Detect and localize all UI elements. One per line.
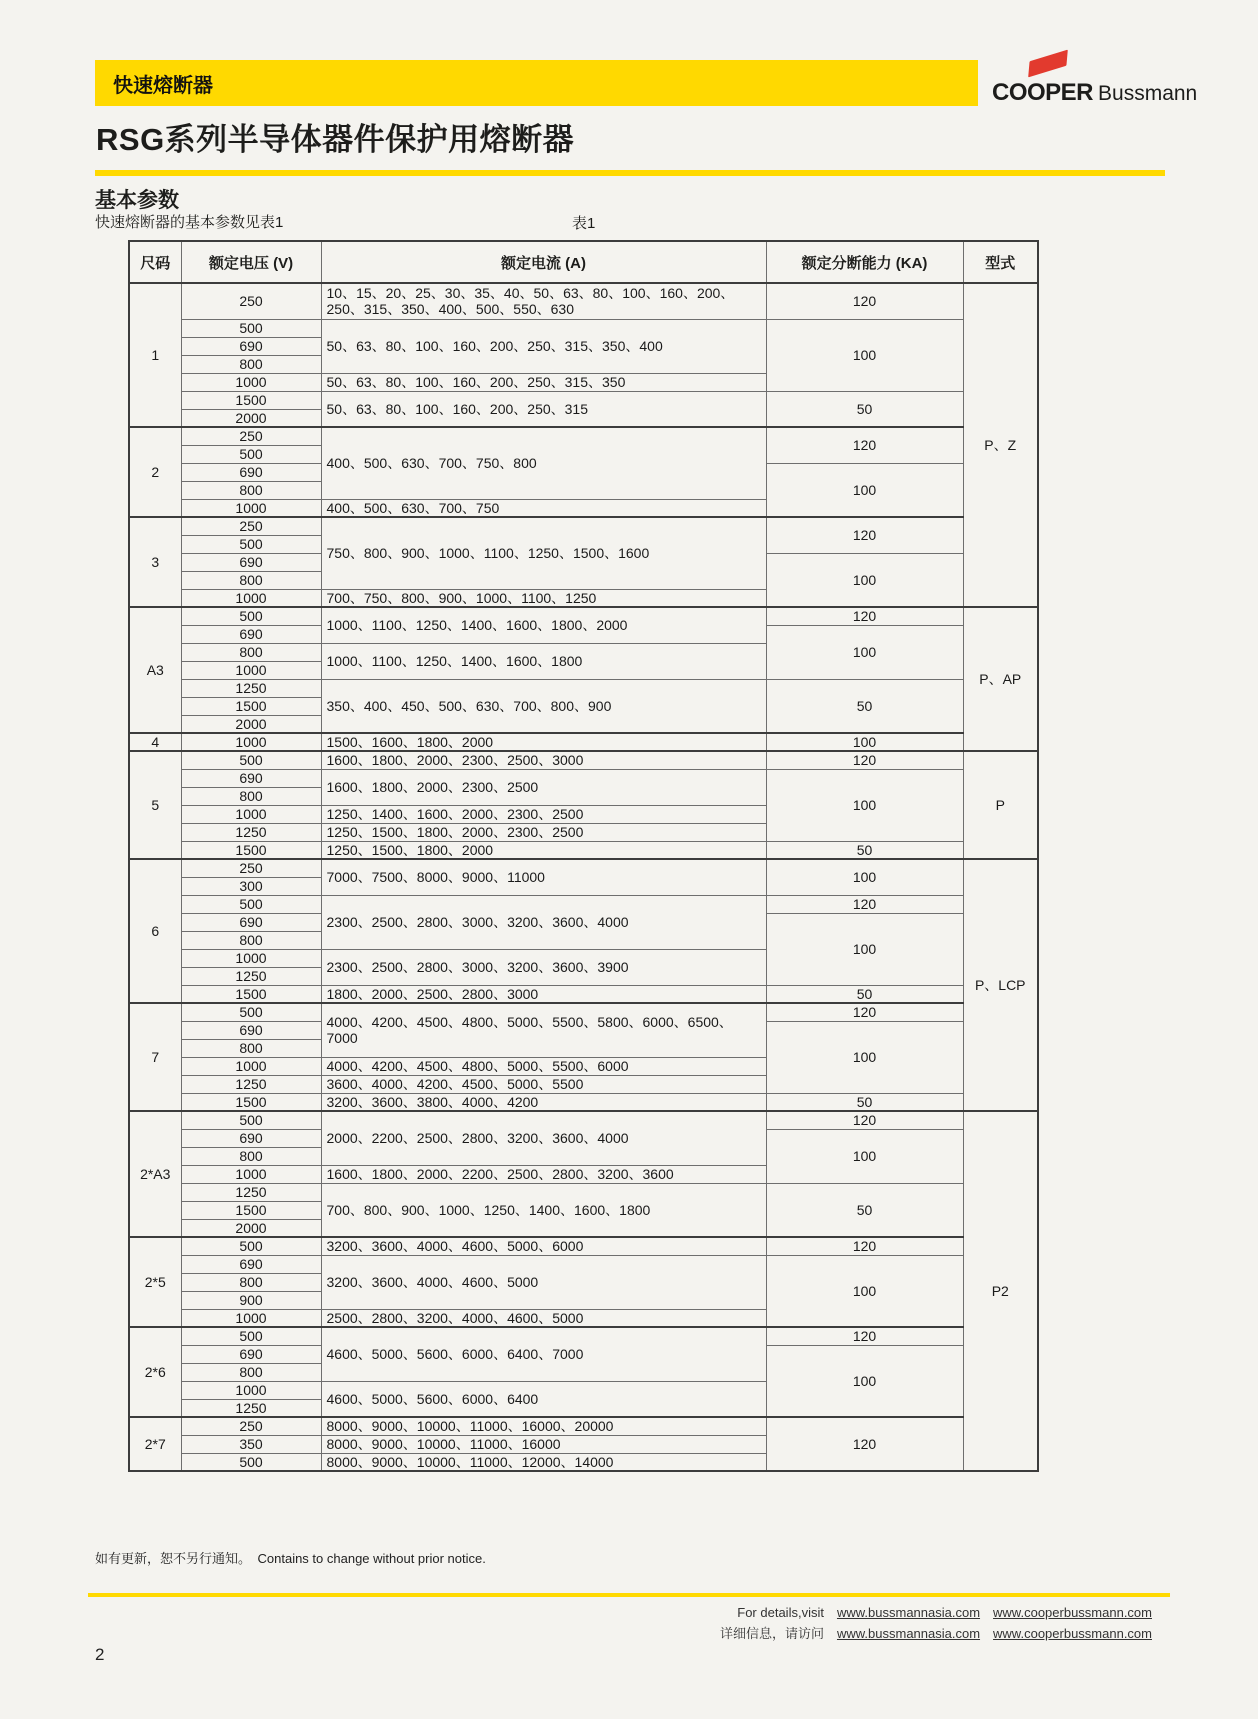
title-rule — [95, 170, 1165, 176]
voltage-cell: 690 — [181, 769, 321, 787]
voltage-cell: 690 — [181, 463, 321, 481]
current-cell: 2500、2800、3200、4000、4600、5000 — [321, 1309, 766, 1327]
voltage-cell: 1000 — [181, 589, 321, 607]
breaking-capacity-cell: 120 — [766, 283, 963, 319]
voltage-cell: 690 — [181, 553, 321, 571]
footer-links-en — [720, 1602, 1152, 1623]
voltage-cell: 500 — [181, 1327, 321, 1345]
breaking-capacity-cell: 50 — [766, 985, 963, 1003]
size-cell: 2*7 — [129, 1417, 181, 1471]
table-row — [129, 1327, 1038, 1345]
table-row — [129, 985, 1038, 1003]
current-cell: 1000、1100、1250、1400、1600、1800、2000 — [321, 607, 766, 643]
voltage-cell: 300 — [181, 877, 321, 895]
breaking-capacity-cell: 120 — [766, 1003, 963, 1021]
current-cell: 50、63、80、100、160、200、250、315、350、400 — [321, 319, 766, 373]
breaking-capacity-cell: 100 — [766, 913, 963, 985]
current-cell: 1250、1500、1800、2000 — [321, 841, 766, 859]
section-heading: 基本参数 — [95, 189, 179, 212]
voltage-cell: 1250 — [181, 967, 321, 985]
table-row — [129, 679, 1038, 697]
voltage-cell: 250 — [181, 283, 321, 319]
size-cell: 2*A3 — [129, 1111, 181, 1237]
table-row — [129, 391, 1038, 409]
voltage-cell: 1500 — [181, 985, 321, 1003]
voltage-cell: 690 — [181, 625, 321, 643]
voltage-cell: 690 — [181, 337, 321, 355]
current-cell: 2000、2200、2500、2800、3200、3600、4000 — [321, 1111, 766, 1165]
table-caption: 表1 — [572, 215, 596, 232]
table-row — [129, 751, 1038, 769]
table-row — [129, 841, 1038, 859]
current-cell: 4000、4200、4500、4800、5000、5500、6000 — [321, 1057, 766, 1075]
voltage-cell: 1250 — [181, 679, 321, 697]
current-cell: 8000、9000、10000、11000、12000、14000 — [321, 1453, 766, 1471]
voltage-cell: 800 — [181, 481, 321, 499]
voltage-cell: 1000 — [181, 1165, 321, 1183]
breaking-capacity-cell: 100 — [766, 1255, 963, 1327]
col-header-rated-current: 额定电流 (A) — [321, 241, 766, 283]
voltage-cell: 800 — [181, 787, 321, 805]
table-row — [129, 319, 1038, 337]
table-row — [129, 607, 1038, 625]
breaking-capacity-cell: 100 — [766, 733, 963, 751]
table-row — [129, 1417, 1038, 1435]
voltage-cell: 800 — [181, 1039, 321, 1057]
voltage-cell: 690 — [181, 913, 321, 931]
col-header-type: 型式 — [963, 241, 1038, 283]
parameters-table-body — [129, 283, 1038, 1471]
table-row — [129, 1093, 1038, 1111]
page-title: RSG系列半导体器件保护用熔断器 — [96, 122, 575, 157]
table-row — [129, 283, 1038, 319]
current-cell: 1250、1400、1600、2000、2300、2500 — [321, 805, 766, 823]
current-cell: 1000、1100、1250、1400、1600、1800 — [321, 643, 766, 679]
breaking-capacity-cell: 120 — [766, 1237, 963, 1255]
voltage-cell: 500 — [181, 1111, 321, 1129]
voltage-cell: 1000 — [181, 1057, 321, 1075]
table-row — [129, 769, 1038, 787]
type-cell: P、AP — [963, 607, 1038, 751]
size-cell: A3 — [129, 607, 181, 733]
voltage-cell: 800 — [181, 355, 321, 373]
breaking-capacity-cell: 100 — [766, 1129, 963, 1183]
current-cell: 700、750、800、900、1000、1100、1250 — [321, 589, 766, 607]
size-cell: 2*5 — [129, 1237, 181, 1327]
type-cell: P2 — [963, 1111, 1038, 1471]
voltage-cell: 690 — [181, 1255, 321, 1273]
voltage-cell: 1250 — [181, 1183, 321, 1201]
breaking-capacity-cell: 50 — [766, 1183, 963, 1237]
voltage-cell: 250 — [181, 427, 321, 445]
footer-en-prefix: For details,visit — [737, 1605, 824, 1620]
voltage-cell: 1250 — [181, 823, 321, 841]
current-cell: 2300、2500、2800、3000、3200、3600、4000 — [321, 895, 766, 949]
voltage-cell: 800 — [181, 931, 321, 949]
voltage-cell: 250 — [181, 859, 321, 877]
voltage-cell: 1000 — [181, 1309, 321, 1327]
breaking-capacity-cell: 100 — [766, 553, 963, 607]
breaking-capacity-cell: 120 — [766, 607, 963, 625]
table-row — [129, 1111, 1038, 1129]
voltage-cell: 900 — [181, 1291, 321, 1309]
size-cell: 6 — [129, 859, 181, 1003]
table-row — [129, 517, 1038, 535]
current-cell: 4000、4200、4500、4800、5000、5500、5800、6000、6500、7000 — [321, 1003, 766, 1057]
current-cell: 4600、5000、5600、6000、6400 — [321, 1381, 766, 1417]
voltage-cell: 2000 — [181, 1219, 321, 1237]
size-cell: 3 — [129, 517, 181, 607]
table-row — [129, 733, 1038, 751]
voltage-cell: 1000 — [181, 1381, 321, 1399]
voltage-cell: 250 — [181, 517, 321, 535]
breaking-capacity-cell: 120 — [766, 427, 963, 463]
size-cell: 4 — [129, 733, 181, 751]
current-cell: 3200、3600、4000、4600、5000 — [321, 1255, 766, 1309]
size-cell: 5 — [129, 751, 181, 859]
current-cell: 3600、4000、4200、4500、5000、5500 — [321, 1075, 766, 1093]
breaking-capacity-cell: 50 — [766, 1093, 963, 1111]
type-cell: P、LCP — [963, 859, 1038, 1111]
voltage-cell: 800 — [181, 571, 321, 589]
voltage-cell: 500 — [181, 1003, 321, 1021]
voltage-cell: 500 — [181, 535, 321, 553]
breaking-capacity-cell: 120 — [766, 1111, 963, 1129]
breaking-capacity-cell: 100 — [766, 769, 963, 841]
table-row — [129, 1237, 1038, 1255]
voltage-cell: 800 — [181, 1363, 321, 1381]
current-cell: 3200、3600、4000、4600、5000、6000 — [321, 1237, 766, 1255]
voltage-cell: 1500 — [181, 841, 321, 859]
parameters-table-container — [128, 240, 1037, 1472]
voltage-cell: 1500 — [181, 697, 321, 715]
footnote: 如有更新，恕不另行通知。 Contains to change without prior notice. — [95, 1551, 486, 1566]
current-cell: 400、500、630、700、750 — [321, 499, 766, 517]
col-header-rated-voltage: 额定电压 (V) — [181, 241, 321, 283]
parameters-table — [128, 240, 1039, 1472]
current-cell: 750、800、900、1000、1100、1250、1500、1600 — [321, 517, 766, 589]
current-cell: 3200、3600、3800、4000、4200 — [321, 1093, 766, 1111]
size-cell: 7 — [129, 1003, 181, 1111]
voltage-cell: 800 — [181, 643, 321, 661]
current-cell: 1600、1800、2000、2200、2500、2800、3200、3600 — [321, 1165, 766, 1183]
col-header-size: 尺码 — [129, 241, 181, 283]
table-row — [129, 1003, 1038, 1021]
breaking-capacity-cell: 120 — [766, 517, 963, 553]
breaking-capacity-cell: 100 — [766, 859, 963, 895]
breaking-capacity-cell: 100 — [766, 1021, 963, 1093]
voltage-cell: 500 — [181, 895, 321, 913]
current-cell: 7000、7500、8000、9000、11000 — [321, 859, 766, 895]
page-number: 2 — [95, 1645, 105, 1664]
voltage-cell: 1250 — [181, 1399, 321, 1417]
table-row — [129, 427, 1038, 445]
current-cell: 400、500、630、700、750、800 — [321, 427, 766, 499]
breaking-capacity-cell: 120 — [766, 1417, 963, 1471]
breaking-capacity-cell: 50 — [766, 391, 963, 427]
category-banner — [95, 60, 978, 106]
voltage-cell: 690 — [181, 1345, 321, 1363]
footer-link-bussmannasia-cn[interactable]: www.bussmannasia.com — [836, 1626, 981, 1641]
voltage-cell: 500 — [181, 751, 321, 769]
size-cell: 2*6 — [129, 1327, 181, 1417]
voltage-cell: 500 — [181, 607, 321, 625]
voltage-cell: 800 — [181, 1273, 321, 1291]
cooper-bussmann-logo — [992, 54, 1202, 110]
voltage-cell: 500 — [181, 445, 321, 463]
current-cell: 1800、2000、2500、2800、3000 — [321, 985, 766, 1003]
size-cell: 2 — [129, 427, 181, 517]
voltage-cell: 1000 — [181, 661, 321, 679]
breaking-capacity-cell: 100 — [766, 319, 963, 391]
current-cell: 50、63、80、100、160、200、250、315 — [321, 391, 766, 427]
footer-link-cooperbussmann-en[interactable]: www.cooperbussmann.com — [993, 1605, 1152, 1620]
voltage-cell: 690 — [181, 1021, 321, 1039]
voltage-cell: 1000 — [181, 805, 321, 823]
breaking-capacity-cell: 120 — [766, 895, 963, 913]
footer-links — [720, 1602, 1152, 1644]
breaking-capacity-cell: 100 — [766, 463, 963, 517]
current-cell: 1600、1800、2000、2300、2500、3000 — [321, 751, 766, 769]
current-cell: 700、800、900、1000、1250、1400、1600、1800 — [321, 1183, 766, 1237]
voltage-cell: 2000 — [181, 409, 321, 427]
current-cell: 8000、9000、10000、11000、16000、20000 — [321, 1417, 766, 1435]
voltage-cell: 1500 — [181, 391, 321, 409]
type-cell: P、Z — [963, 283, 1038, 607]
size-cell: 1 — [129, 283, 181, 427]
voltage-cell: 250 — [181, 1417, 321, 1435]
footer-link-cooperbussmann-cn[interactable]: www.cooperbussmann.com — [993, 1626, 1152, 1641]
voltage-cell: 1500 — [181, 1093, 321, 1111]
voltage-cell: 2000 — [181, 715, 321, 733]
footer-link-bussmannasia-en[interactable]: www.bussmannasia.com — [836, 1605, 981, 1620]
breaking-capacity-cell: 100 — [766, 625, 963, 679]
table-row — [129, 895, 1038, 913]
footer-cn-prefix: 详细信息，请访问 — [719, 1626, 824, 1641]
breaking-capacity-cell: 120 — [766, 751, 963, 769]
current-cell: 1600、1800、2000、2300、2500 — [321, 769, 766, 805]
section-subtitle: 快速熔断器的基本参数见表1 — [95, 214, 284, 231]
col-header-breaking-capacity: 额定分断能力 (KA) — [766, 241, 963, 283]
current-cell: 10、15、20、25、30、35、40、50、63、80、100、160、200、250、315、350、400、500、550、630 — [321, 283, 766, 319]
current-cell: 4600、5000、5600、6000、6400、7000 — [321, 1327, 766, 1381]
table-header-row — [129, 241, 1038, 283]
voltage-cell: 500 — [181, 319, 321, 337]
voltage-cell: 1000 — [181, 373, 321, 391]
current-cell: 8000、9000、10000、11000、16000 — [321, 1435, 766, 1453]
voltage-cell: 350 — [181, 1435, 321, 1453]
breaking-capacity-cell: 50 — [766, 841, 963, 859]
table-row — [129, 859, 1038, 877]
breaking-capacity-cell: 120 — [766, 1327, 963, 1345]
logo-bussmann-text: Bussmann — [1098, 82, 1198, 105]
type-cell: P — [963, 751, 1038, 859]
current-cell: 350、400、450、500、630、700、800、900 — [321, 679, 766, 733]
table-row — [129, 1183, 1038, 1201]
logo-flag-icon — [1028, 50, 1068, 78]
voltage-cell: 800 — [181, 1147, 321, 1165]
voltage-cell: 500 — [181, 1453, 321, 1471]
current-cell: 1250、1500、1800、2000、2300、2500 — [321, 823, 766, 841]
voltage-cell: 1000 — [181, 499, 321, 517]
current-cell: 2300、2500、2800、3000、3200、3600、3900 — [321, 949, 766, 985]
voltage-cell: 1000 — [181, 733, 321, 751]
category-banner-label: 快速熔断器 — [113, 74, 213, 97]
footer-rule — [88, 1593, 1170, 1597]
current-cell: 50、63、80、100、160、200、250、315、350 — [321, 373, 766, 391]
voltage-cell: 1250 — [181, 1075, 321, 1093]
voltage-cell: 500 — [181, 1237, 321, 1255]
table-row — [129, 1255, 1038, 1273]
breaking-capacity-cell: 100 — [766, 1345, 963, 1417]
voltage-cell: 1000 — [181, 949, 321, 967]
voltage-cell: 690 — [181, 1129, 321, 1147]
current-cell: 1500、1600、1800、2000 — [321, 733, 766, 751]
footer-links-cn — [720, 1623, 1152, 1644]
voltage-cell: 1500 — [181, 1201, 321, 1219]
logo-cooper-text: COOPER — [992, 79, 1094, 106]
breaking-capacity-cell: 50 — [766, 679, 963, 733]
